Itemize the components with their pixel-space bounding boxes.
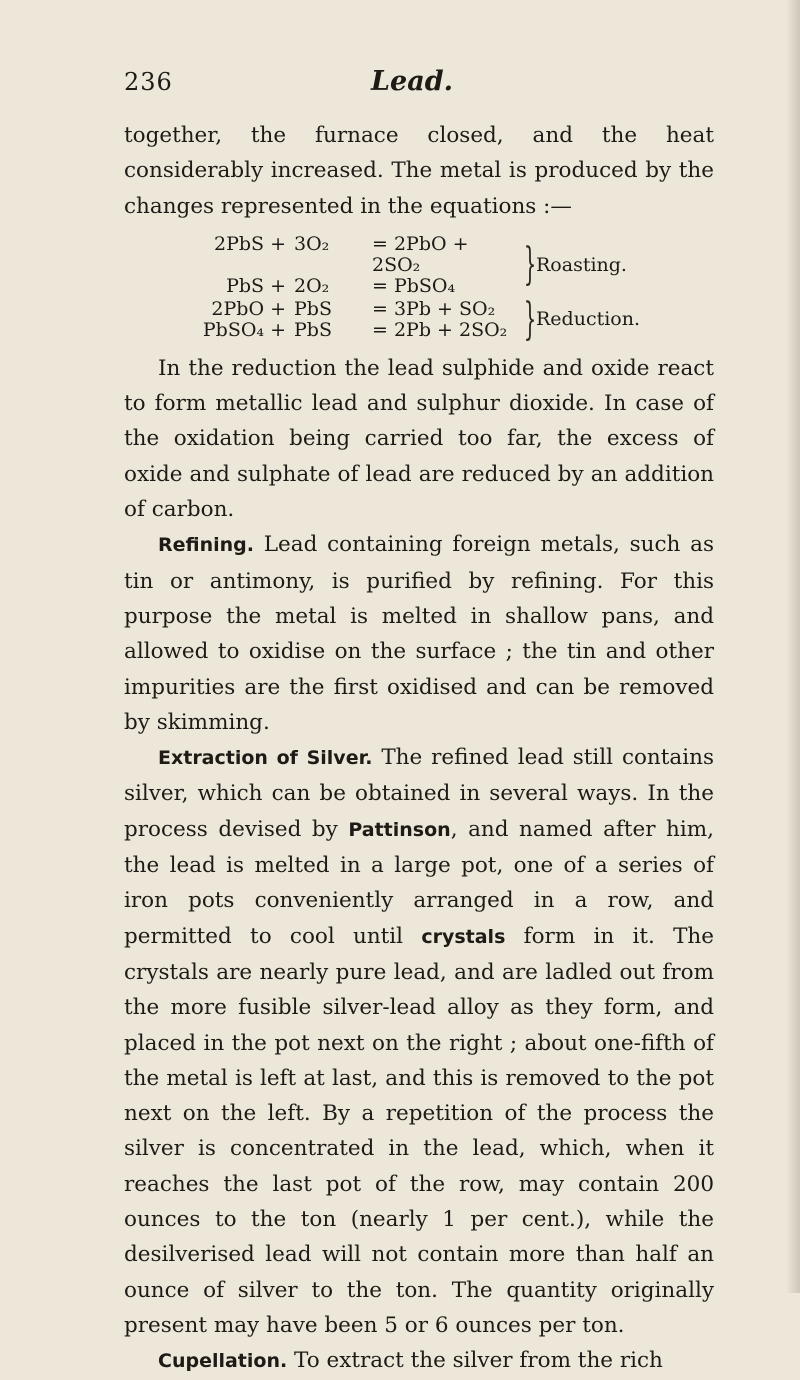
equation-mid: 2O₂: [294, 274, 330, 297]
roasting-equations: [198, 234, 714, 297]
reduction-label: Reduction.: [536, 308, 641, 331]
intro-paragraph: together, the furnace closed, and the heat considerably increased. The metal is produced by the changes represented in the equations :—: [124, 123, 714, 219]
equation-mid: 3O₂: [294, 232, 330, 255]
cupellation-heading: Cupellation.: [158, 1350, 288, 1373]
cupellation-text: To extract the silver from the rich: [287, 1348, 663, 1374]
refining-heading: Refining.: [158, 534, 254, 557]
equation-left: PbS +: [226, 274, 286, 297]
extraction-text-1: The refined lead still contains silver, which can be obtained in several ways. In the process devised by: [124, 745, 714, 842]
equation-right: = 2Pb + 2SO₂: [372, 318, 508, 341]
extraction-text-3: form in it. The crystals are nearly pure lead, and are ladled out from the more fusible silver-lead alloy as they form, and placed in the pot next on the right ; about one-fifth of the metal is left at last, and this is removed to the pot next on the left. By a repetition of the process the silver is concentrated in the lead, which, when it reaches the last pot of the row, may contain 200 ounces to the ton (nearly 1 per cent.), while the desilverised lead will not contain more than half an ounce of silver to the ton. The quantity originally present may have been 5 or 6 ounces per ton.: [124, 923, 714, 1338]
equation-right: = 2PbO + 2SO₂: [372, 232, 469, 276]
extraction-paragraph: [124, 740, 714, 1343]
reduction-paragraph: In the reduction the lead sulphide and oxide react to form metallic lead and sulphur dioxide. In case of the oxidation being carried too far, the excess of oxide and sulphate of lead are reduced by an addition of carbon.: [124, 355, 714, 523]
equation-right: = 3Pb + SO₂: [372, 297, 496, 320]
extraction-heading: Extraction of Silver.: [158, 747, 373, 770]
page-body: [124, 118, 714, 1380]
equation-mid: PbS: [294, 297, 332, 320]
refining-paragraph: [124, 527, 714, 740]
page-edge-shadow: [786, 0, 800, 1293]
pattinson-name: Pattinson: [348, 818, 451, 841]
cupellation-paragraph: [124, 1343, 714, 1379]
equation-left: PbSO₄ +: [202, 318, 286, 341]
equation-mid: PbS: [294, 318, 332, 341]
page-header: [124, 68, 700, 108]
crystals-term: crystals: [421, 925, 506, 948]
extraction-text-2: , and named after him, the lead is melted in a large pot, one of a series of iron pots conveniently arranged in a row, and permitted to cool until: [124, 816, 714, 949]
equation-left: 2PbS +: [213, 232, 286, 255]
right-brace-icon: }: [523, 239, 537, 291]
roasting-label: Roasting.: [536, 253, 627, 276]
equation-row: [198, 276, 522, 297]
equation-left: 2PbO +: [211, 297, 286, 320]
equation-row: [198, 320, 522, 341]
equation-row: [198, 234, 522, 276]
equation-right: = PbSO₄: [372, 274, 456, 297]
equations-block: [198, 232, 714, 345]
running-title: Lead.: [371, 66, 453, 97]
page-number: 236: [124, 68, 173, 96]
refining-text: Lead containing foreign metals, such as tin or antimony, is purified by refining. For this purpose the metal is melted in shallow pans, and allowed to oxidise on the surface ; the tin and other impurities are the first oxidised and can be removed by skimming.: [124, 532, 714, 735]
reduction-equations: [198, 293, 714, 345]
equation-row: [198, 299, 522, 320]
right-brace-icon: }: [523, 293, 537, 345]
